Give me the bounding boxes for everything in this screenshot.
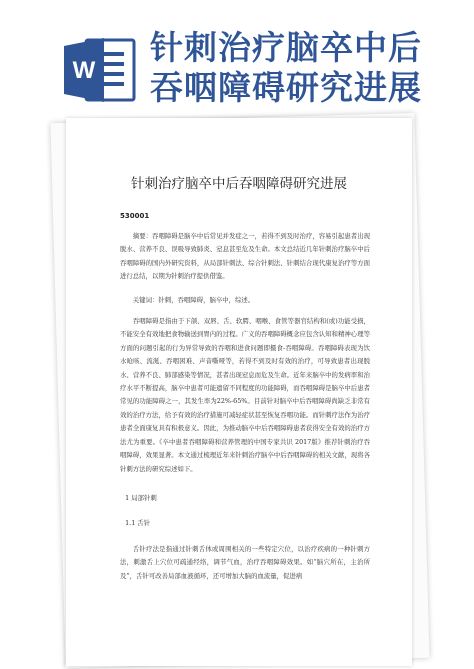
document-code: 530001 [120,212,150,220]
document-body [120,230,370,583]
header-title-line-2: 吞咽障碍研究进展 [150,68,422,107]
word-icon-letter: W [72,57,96,84]
word-document-icon [62,34,138,106]
abstract-paragraph: 摘要：吞咽障碍是脑卒中后常见并发症之一，若得不到及时治疗，容易引起患者出现脱水、营养不良、误吸导致肺炎、窒息甚至危及生命。本文总结近几年针刺治疗脑卒中后吞咽障碍的国内外研究资料，从局部针刺法、综合针刺法、针刺结合现代康复治疗等方面进行总结，以期为针刺治疗提供借鉴。 [120,232,370,281]
header-title [150,28,470,108]
section-heading-1: 1 局部针刺 [125,493,157,502]
document-page [66,118,412,666]
keywords-paragraph: 关键词：针刺，吞咽障碍，脑卒中，综述。 [132,295,255,304]
intro-paragraph: 吞咽障碍是指由于下颌、双唇、舌、软腭、咽喉、食管等器官结构和(或)功能受损，不能安全有效地把食物输送到胃内的过程。广义的吞咽障碍概念应包含认知和精神心理等方面的问题引起的行为异常导致的吞咽和进食问题即摄食-吞咽障碍。吞咽障碍表现为饮水呛咳、流涎、吞咽困难、声音嘶哑等，若得不到及时有效的治疗，可导致患者出现脱水、营养不良、肺部感染等情况，甚者出现窒息而危及生命。近年来脑卒中的发病率和治疗水平不断提高，脑卒中患者可能遗留不同程度的功能障碍，而吞咽障碍是脑卒中后患者常见的功能障碍之一，其发生率为22%-65%。目前针对脑卒中后吞咽障碍尚缺乏非常有效的治疗方法，给予有效的治疗措施可减轻症状甚至恢复吞咽功能。而针刺疗法作为治疗患者全面康复具有积极意义。因此，为推动脑卒中后吞咽障碍患者获得安全有效的治疗方法尤为重要。《卒中患者吞咽障碍和营养管理的中国专家共识 2017版》推荐针刺治疗吞咽障碍，效果显著。本文通过梳理近年来针刺治疗脑卒中后吞咽障碍的相关文献，现将各针刺方法的研究综述如下。 [120,317,370,473]
header-title-line-1: 针刺治疗脑卒中后 [150,28,422,67]
document-title: 针刺治疗脑卒中后吞咽障碍研究进展 [131,176,347,192]
section-heading-1-1: 1.1 舌针 [125,519,151,528]
tongue-needle-paragraph: 舌针疗法是指通过针刺舌体或周围相关的一些特定穴位，以治疗疾病的一种针刺方法，刺激舌上穴位可疏通经络，调节气血，治疗吞咽障碍效果。如“脑穴所在，主治所及”，舌针可改善局部血液循环，还可增加大脑的血流量，促进病 [120,544,370,580]
